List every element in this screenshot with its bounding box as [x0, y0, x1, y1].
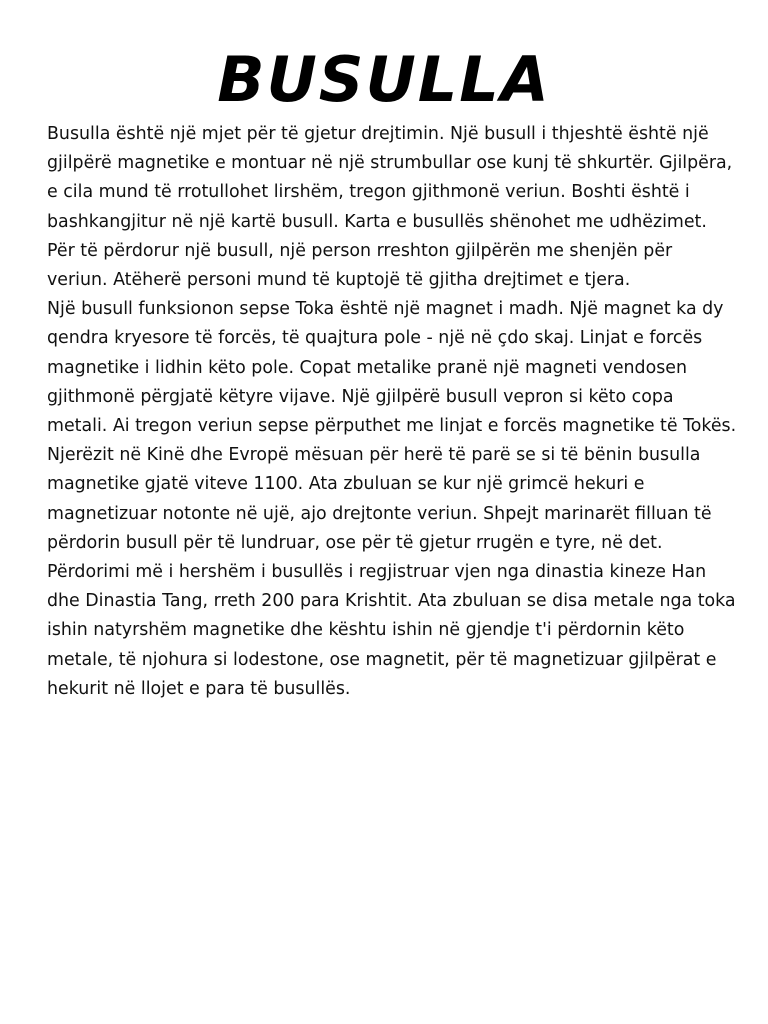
page-title: BUSULLA — [217, 43, 551, 116]
document-body — [47, 120, 737, 704]
paragraph-how-it-works: Një busull funksionon sepse Toka është një magnet i madh. Një magnet ka dy qendra kryesore të forcës, të quajtura pole - një në çdo skaj. Linjat e forcës magnetike i lidhin këto pole. Copat metalike pranë një magneti vendosen gjithmonë përgjatë këtyre vijave. Një gjilpërë busull vepron si këto copa metali. Ai tregon veriun sepse përputhet me linjat e forcës magnetike të Tokës. Njerëzit në Kinë dhe Evropë mësuan për herë të parë se si të bënin busulla magnetike gjatë viteve 1100. Ata zbuluan se kur një grimcë hekuri e magnetizuar notonte në ujë, ajo drejtonte veriun. Shpejt marinarët filluan të përdorin busull për të lundruar, ose për të gjetur rrugën e tyre, në det. Përdorimi më i hershëm i busullës i regjistruar vjen nga dinastia kineze Han dhe Dinastia Tang, rreth 200 para Krishtit. Ata zbuluan se disa metale nga toka ishin natyrshëm magnetike dhe kështu ishin në gjendje t'i përdornin këto metale, të njohura si lodestone, ose magnetit, për të magnetizuar gjilpërat e hekurit në llojet e para të busullës. — [47, 299, 737, 699]
paragraph-intro: Busulla është një mjet për të gjetur drejtimin. Një busull i thjeshtë është një gjilpërë magnetike e montuar në një strumbullar ose kunj të shkurtër. Gjilpëra, e cila mund të rrotullohet lirshëm, tregon gjithmonë veriun. Boshti është i bashkangjitur në një kartë busull. Karta e busullës shënohet me udhëzimet. Për të përdorur një busull, një person rreshton gjilpërën me shenjën për veriun. Atëherë personi mund të kuptojë të gjitha drejtimet e tjera. — [47, 124, 733, 291]
